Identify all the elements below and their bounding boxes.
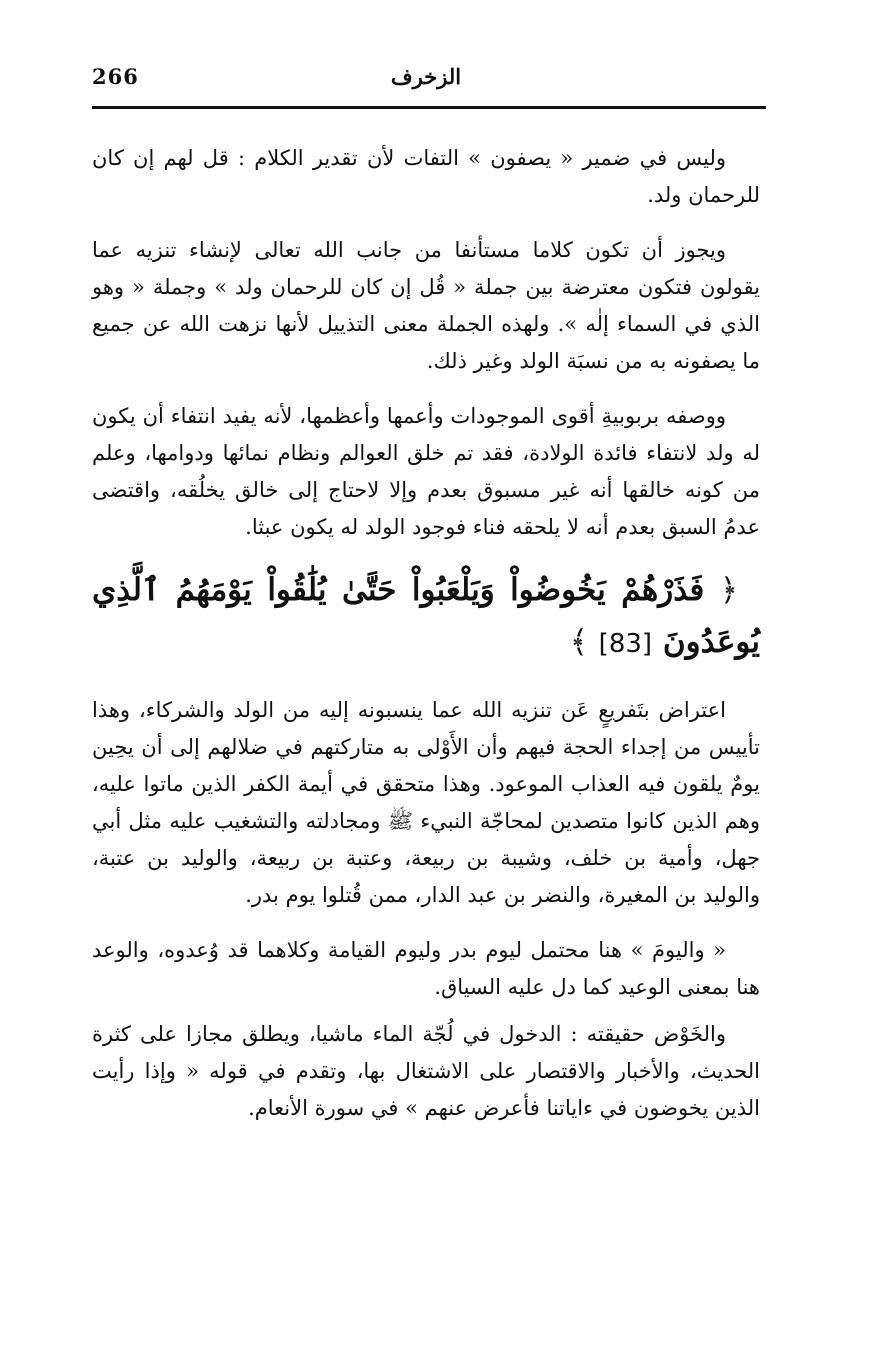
verse-number: [83] (598, 629, 653, 659)
page-header (92, 60, 760, 100)
page-body (92, 140, 760, 1145)
verse-close-bracket: ﴾ (569, 624, 588, 660)
surah-name: الزخرف (390, 64, 462, 89)
commentary-paragraph-2: « واليومَ » هنا محتمل ليوم بدر وليوم القيامة وكلاهما قد وُعدوه، والوعد هنا بمعنى الوعيد كما دل عليه السياق. (92, 938, 760, 999)
verse-text: فَذَرْهُمْ يَخُوضُواْ وَيَلْعَبُواْ حَتَّىٰ يُلَٰقُواْ يَوْمَهُمُ ٱلَّذِي يُوعَدُونَ (92, 572, 760, 660)
commentary-paragraph-1: اعتراض بتَفريعٍ عَن تنزيه الله عما ينسبونه إليه من الولد والشركاء، وهذا تأييس من إجداء الحجة فيهم وأن الأَوْلى به متاركتهم في ضلالهم إلى أن يحِين يومٌ يلقون فيه العذاب الموعود. وهذا متحقق في أيمة الكفر الذين ماتوا عليه، وهم الذين كانوا متصدين لمحاجّة النبيء ﷺ ومجادلته والتشغيب عليه مثل أبي جهل، وأمية بن خلف، وشيبة بن ربيعة، وعتبة بن ربيعة، والوليد بن عتبة، والوليد بن المغيرة، والنضر بن عبد الدار، ممن قُتلوا يوم بدر. (92, 698, 760, 907)
paragraph-2: ويجوز أن تكون كلاما مستأنفا من جانب الله تعالى لإنشاء تنزيه عما يقولون فتكون معترضة بين جملة « قُل إن كان للرحمان ولد » وجملة « وهو الذي في السماء إلٰه ». ولهذه الجملة معنى التذييل لأنها نزهت الله عن جميع ما يصفونه به من نسبَة الولد وغير ذلك. (92, 238, 760, 373)
header-rule (92, 106, 766, 109)
paragraph-3: ووصفه بربوبيةِ أقوى الموجودات وأعمها وأعظمها، لأنه يفيد انتفاء أن يكون له ولد لانتفاء فائدة الولادة، فقد تم خلق العوالم ونظام نمائها ودوامها، وعلم من كونه خالقها أنه غير مسبوق بعدم وإلا لاحتاج إلى خالق يخلُقه، واقتضى عدمُ السبق بعدم أنه لا يلحقه فناء فوجود الولد له يكون عبثا. (92, 404, 760, 539)
quran-verse (92, 564, 760, 670)
page-number: 266 (92, 64, 139, 89)
verse-open-bracket: ﴿ (719, 572, 738, 608)
commentary-paragraph-3: والخَوْض حقيقته : الدخول في لُجّة الماء ماشيا، ويطلق مجازا على كثرة الحديث، والأخبار والاقتصار على الاشتغال بها، وتقدم في قوله « وإذا رأيت الذين يخوضون في ءاياتنا فأعرض عنهم » في سورة الأنعام. (92, 1022, 760, 1120)
paragraph-1: وليس في ضمير « يصفون » التفات لأن تقدير الكلام : قل لهم إن كان للرحمان ولد. (92, 146, 760, 207)
